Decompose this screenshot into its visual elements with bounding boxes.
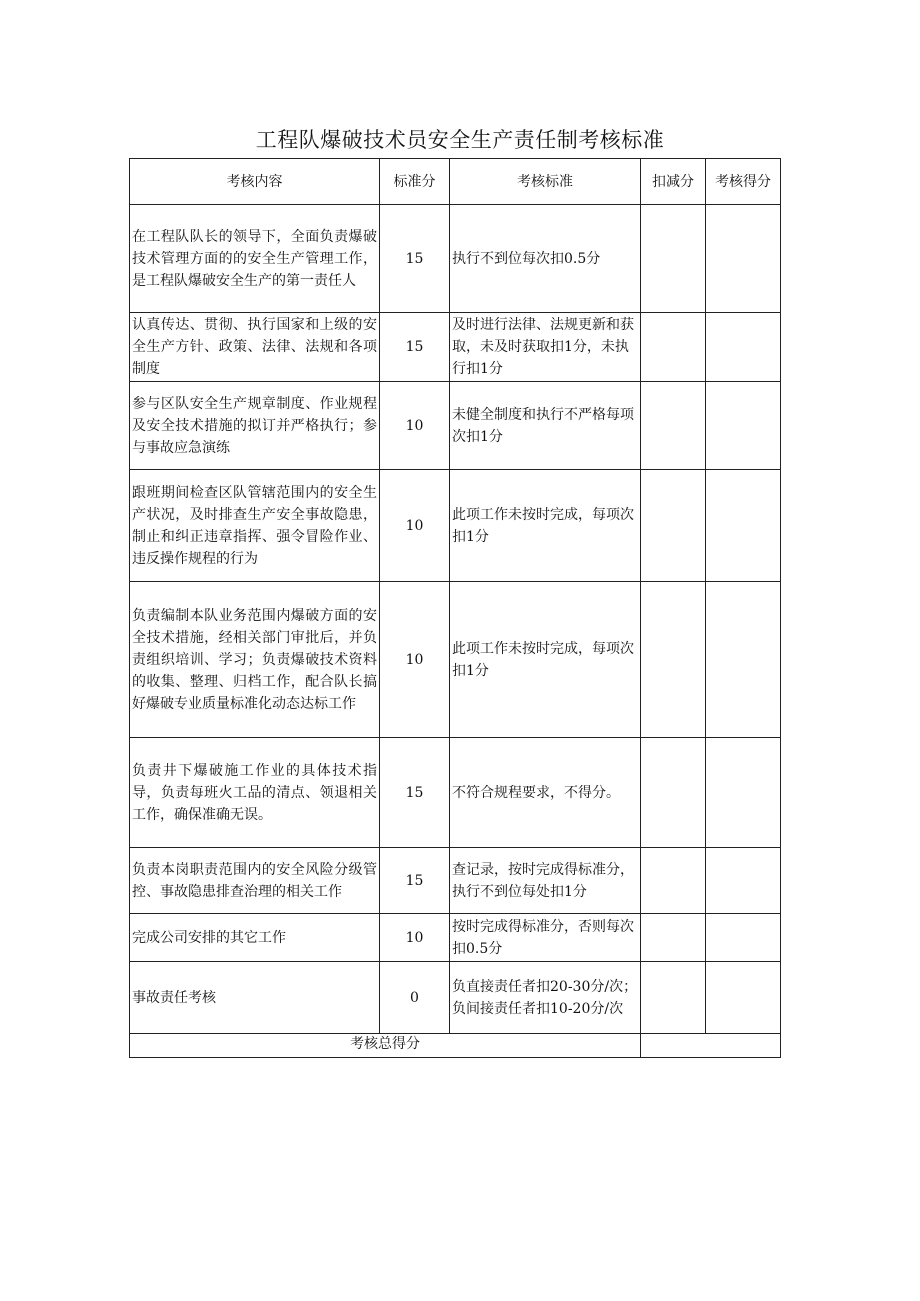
row-content: 认真传达、贯彻、执行国家和上级的安全生产方针、政策、法律、法规和各项制度 (130, 313, 380, 382)
row-score (706, 582, 781, 738)
table-row (130, 313, 781, 382)
row-score (706, 848, 781, 914)
table-row (130, 914, 781, 962)
row-criteria: 执行不到位每次扣0.5分 (450, 205, 641, 313)
row-content: 负责井下爆破施工作业的具体技术指导，负责每班火工品的清点、领退相关工作，确保准确无误。 (130, 738, 380, 848)
row-deduction (641, 470, 706, 582)
table-row (130, 470, 781, 582)
row-criteria: 按时完成得标准分，否则每次扣0.5分 (450, 914, 641, 962)
row-content: 事故责任考核 (130, 962, 380, 1034)
row-criteria: 不符合规程要求，不得分。 (450, 738, 641, 848)
table-row (130, 205, 781, 313)
row-deduction (641, 382, 706, 470)
row-deduction (641, 313, 706, 382)
row-standard-score: 15 (380, 313, 450, 382)
row-deduction (641, 848, 706, 914)
table-row (130, 962, 781, 1034)
row-content: 负责本岗职责范围内的安全风险分级管控、事故隐患排查治理的相关工作 (130, 848, 380, 914)
header-standard-score: 标准分 (380, 159, 450, 205)
row-standard-score: 10 (380, 582, 450, 738)
row-criteria: 未健全制度和执行不严格每项次扣1分 (450, 382, 641, 470)
total-value (641, 1034, 781, 1058)
row-score (706, 382, 781, 470)
header-row (130, 159, 781, 205)
assessment-table (129, 158, 781, 1058)
row-score (706, 914, 781, 962)
row-standard-score: 15 (380, 205, 450, 313)
row-criteria: 此项工作未按时完成，每项次扣1分 (450, 470, 641, 582)
table-row (130, 738, 781, 848)
total-label: 考核总得分 (130, 1034, 641, 1058)
table-row (130, 848, 781, 914)
row-deduction (641, 582, 706, 738)
total-row (130, 1034, 781, 1058)
row-content: 完成公司安排的其它工作 (130, 914, 380, 962)
row-content: 跟班期间检查区队管辖范围内的安全生产状况，及时排查生产安全事故隐患，制止和纠正违章指挥、强令冒险作业、违反操作规程的行为 (130, 470, 380, 582)
row-criteria: 查记录，按时完成得标准分，执行不到位每处扣1分 (450, 848, 641, 914)
header-score: 考核得分 (706, 159, 781, 205)
row-standard-score: 10 (380, 382, 450, 470)
row-score (706, 205, 781, 313)
table-row (130, 382, 781, 470)
header-criteria: 考核标准 (450, 159, 641, 205)
row-score (706, 962, 781, 1034)
header-deduction: 扣减分 (641, 159, 706, 205)
row-deduction (641, 205, 706, 313)
row-deduction (641, 914, 706, 962)
row-criteria: 负直接责任者扣20-30分/次；负间接责任者扣10-20分/次 (450, 962, 641, 1034)
row-criteria: 及时进行法律、法规更新和获取，未及时获取扣1分，未执行扣1分 (450, 313, 641, 382)
row-score (706, 470, 781, 582)
row-standard-score: 15 (380, 848, 450, 914)
row-criteria: 此项工作未按时完成，每项次扣1分 (450, 582, 641, 738)
row-deduction (641, 962, 706, 1034)
row-standard-score: 15 (380, 738, 450, 848)
row-content: 在工程队队长的领导下，全面负责爆破技术管理方面的的安全生产管理工作，是工程队爆破安全生产的第一责任人 (130, 205, 380, 313)
row-score (706, 313, 781, 382)
header-content: 考核内容 (130, 159, 380, 205)
table-row (130, 582, 781, 738)
row-standard-score: 0 (380, 962, 450, 1034)
page-title: 工程队爆破技术员安全生产责任制考核标准 (255, 128, 665, 152)
row-score (706, 738, 781, 848)
row-deduction (641, 738, 706, 848)
row-standard-score: 10 (380, 470, 450, 582)
row-standard-score: 10 (380, 914, 450, 962)
row-content: 负责编制本队业务范围内爆破方面的安全技术措施，经相关部门审批后，并负责组织培训、学习；负责爆破技术资料的收集、整理、归档工作，配合队长搞好爆破专业质量标准化动态达标工作 (130, 582, 380, 738)
row-content: 参与区队安全生产规章制度、作业规程及安全技术措施的拟订并严格执行；参与事故应急演练 (130, 382, 380, 470)
